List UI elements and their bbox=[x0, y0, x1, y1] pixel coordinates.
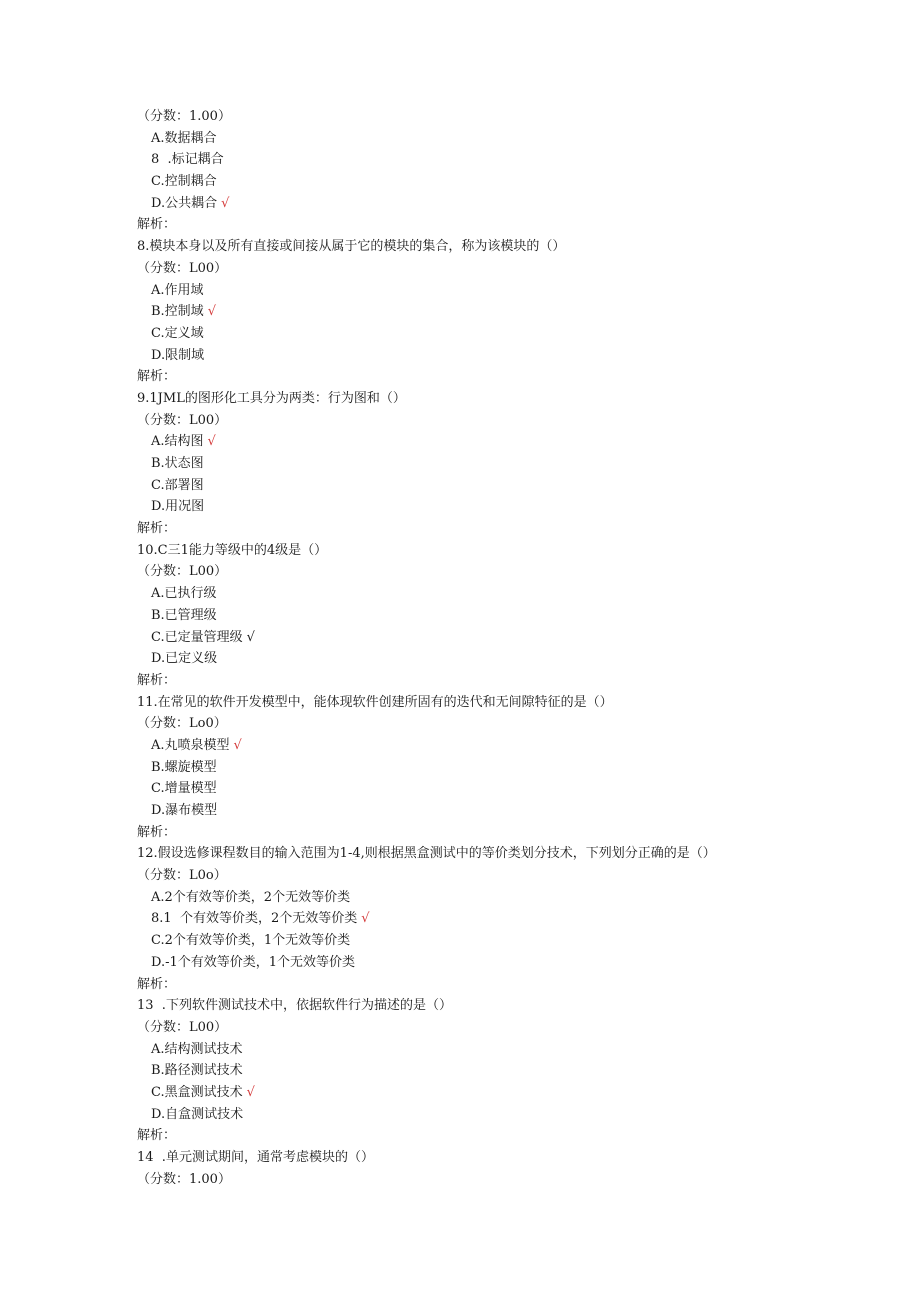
score-line bbox=[137, 106, 880, 128]
answer-option-text: C.黑盒测试技术 bbox=[151, 1084, 243, 1100]
answer-option-text: D.用况图 bbox=[151, 499, 205, 515]
answer-option-text: D.已定义级 bbox=[151, 651, 218, 667]
answer-option bbox=[137, 453, 880, 475]
answer-option bbox=[137, 908, 880, 930]
check-mark-icon: √ bbox=[207, 304, 216, 320]
answer-option bbox=[137, 193, 880, 215]
score-line-text: （分数：L00） bbox=[137, 564, 228, 580]
score-line bbox=[137, 258, 880, 280]
check-mark-icon: √ bbox=[233, 737, 242, 753]
check-mark-icon: √ bbox=[221, 195, 230, 211]
answer-option bbox=[137, 496, 880, 518]
answer-option bbox=[137, 627, 880, 649]
answer-option bbox=[137, 778, 880, 800]
answer-option-text: D.瀑布模型 bbox=[151, 803, 218, 818]
question-text-text: 14 .单元测试期间，通常考虑模块的（） bbox=[137, 1150, 374, 1165]
answer-option bbox=[137, 648, 880, 670]
check-mark-icon: √ bbox=[207, 434, 216, 450]
question-text-text: 9.1JML的图形化工具分为两类：行为图和（） bbox=[137, 390, 406, 406]
analysis-label-text: 解析： bbox=[137, 1128, 177, 1144]
answer-option-text: D.自盒测试技术 bbox=[151, 1106, 244, 1122]
answer-option bbox=[137, 431, 880, 453]
question-text bbox=[137, 540, 880, 562]
score-line-text: （分数：1.00） bbox=[137, 1171, 231, 1187]
answer-option bbox=[137, 887, 880, 909]
analysis-label bbox=[137, 366, 880, 388]
score-line-text: （分数：L0o） bbox=[137, 868, 227, 884]
answer-option-text: A.结构测试技术 bbox=[151, 1041, 243, 1057]
question-text-text: 13 .下列软件测试技术中，依据软件行为描述的是（） bbox=[137, 998, 452, 1014]
question-text-text: 12.假设选修课程数目的输入范围为1-4,则根据黑盒测试中的等价类划分技术，下列划分正确的是（） bbox=[137, 846, 716, 862]
question-text-text: 11.在常见的软件开发模型中，能体现软件创建所固有的迭代和无间隙特征的是（） bbox=[137, 694, 613, 710]
question-text-text: 10.C三1能力等级中的4级是（） bbox=[137, 542, 328, 558]
answer-option-text: C.已定量管理级 bbox=[151, 629, 243, 645]
answer-option-text: 8.1 个有效等价类，2个无效等价类 bbox=[151, 911, 358, 927]
answer-option-text: B.控制域 bbox=[151, 304, 204, 320]
analysis-label-text: 解析： bbox=[137, 217, 177, 233]
score-line bbox=[137, 1017, 880, 1039]
answer-option-text: A.数据耦合 bbox=[151, 130, 217, 146]
answer-option bbox=[137, 605, 880, 627]
question-text bbox=[137, 843, 880, 865]
score-line-text: （分数：L00） bbox=[137, 260, 228, 276]
question-text bbox=[137, 236, 880, 258]
question-text bbox=[137, 995, 880, 1017]
answer-option-text: D.公共耦合 bbox=[151, 195, 218, 211]
analysis-label-text: 解析： bbox=[137, 824, 177, 840]
score-line bbox=[137, 713, 880, 735]
answer-option-text: A.2个有效等价类，2个无效等价类 bbox=[151, 889, 351, 905]
check-mark-icon: √ bbox=[361, 911, 370, 927]
answer-option-text: B.路径测试技术 bbox=[151, 1063, 243, 1079]
answer-option-text: C.2个有效等价类，1个无效等价类 bbox=[151, 933, 351, 949]
score-line-text: （分数：L00） bbox=[137, 412, 228, 428]
answer-option-text: B.螺旋模型 bbox=[151, 759, 217, 775]
score-line bbox=[137, 865, 880, 887]
answer-option bbox=[137, 800, 880, 822]
answer-option bbox=[137, 735, 880, 757]
answer-option bbox=[137, 1104, 880, 1126]
answer-option bbox=[137, 345, 880, 367]
answer-option bbox=[137, 1082, 880, 1104]
answer-option bbox=[137, 1039, 880, 1061]
analysis-label-text: 解析： bbox=[137, 976, 177, 992]
analysis-label bbox=[137, 214, 880, 236]
answer-option bbox=[137, 952, 880, 974]
answer-option bbox=[137, 323, 880, 345]
score-line-text: （分数：Lo0） bbox=[137, 716, 227, 732]
check-mark-icon: √ bbox=[246, 629, 255, 645]
analysis-label-text: 解析： bbox=[137, 521, 177, 537]
answer-option bbox=[137, 171, 880, 193]
answer-option-text: D.-1个有效等价类，1个无效等价类 bbox=[151, 954, 356, 970]
answer-option-text: D.限制域 bbox=[151, 347, 205, 363]
analysis-label bbox=[137, 1125, 880, 1147]
analysis-label-text: 解析： bbox=[137, 672, 177, 688]
answer-option bbox=[137, 280, 880, 302]
analysis-label-text: 解析： bbox=[137, 369, 177, 385]
answer-option-text: C.增量模型 bbox=[151, 781, 217, 797]
score-line bbox=[137, 410, 880, 432]
answer-option-text: C.部署图 bbox=[151, 477, 204, 493]
score-line-text: （分数：1.00） bbox=[137, 109, 231, 124]
answer-option bbox=[137, 128, 880, 150]
question-text bbox=[137, 692, 880, 714]
answer-option-text: A.作用域 bbox=[151, 282, 204, 298]
answer-option bbox=[137, 475, 880, 497]
answer-option bbox=[137, 757, 880, 779]
exam-content bbox=[137, 106, 880, 1190]
answer-option bbox=[137, 583, 880, 605]
question-text bbox=[137, 388, 880, 410]
answer-option-text: B.状态图 bbox=[151, 456, 204, 471]
answer-option bbox=[137, 301, 880, 323]
answer-option-text: C.控制耦合 bbox=[151, 174, 217, 190]
analysis-label bbox=[137, 518, 880, 540]
check-mark-icon: √ bbox=[246, 1084, 255, 1100]
answer-option-text: B.已管理级 bbox=[151, 607, 217, 623]
analysis-label bbox=[137, 974, 880, 996]
score-line bbox=[137, 561, 880, 583]
score-line bbox=[137, 1169, 880, 1191]
answer-option bbox=[137, 1060, 880, 1082]
analysis-label bbox=[137, 670, 880, 692]
answer-option-text: A.丸喷泉模型 bbox=[151, 737, 230, 753]
answer-option-text: A.结构图 bbox=[151, 434, 204, 450]
answer-option-text: 8 .标记耦合 bbox=[151, 152, 224, 168]
score-line-text: （分数：L00） bbox=[137, 1019, 228, 1035]
answer-option bbox=[137, 930, 880, 952]
question-text bbox=[137, 1147, 880, 1169]
answer-option-text: A.已执行级 bbox=[151, 586, 217, 602]
analysis-label bbox=[137, 822, 880, 844]
answer-option-text: C.定义域 bbox=[151, 325, 204, 341]
answer-option bbox=[137, 149, 880, 171]
question-text-text: 8.模块本身以及所有直接或间接从属于它的模块的集合，称为该模块的（） bbox=[137, 239, 566, 255]
